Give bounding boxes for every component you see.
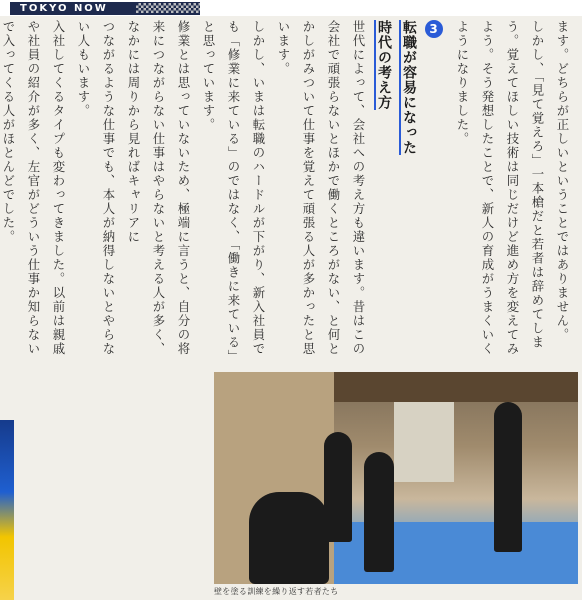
- paragraph-2: しかし、「見て覚えろ」一本槍だと若者は辞めてしまう。覚えてほしい技術は同じだけど進め方を変えてみよう。そう発想したことで、新人の育成がうまくいくようになりました。: [455, 20, 545, 356]
- photo-caption: 壁を塗る訓練を繰り返す若者たち: [214, 587, 339, 596]
- photo-doorway: [394, 402, 454, 482]
- checker-pattern-icon: [136, 3, 200, 13]
- paragraph-7: 入社してくるタイプも変わってきました。以前は親戚や社員の紹介が多く、左官がどういう仕事か知らないで入ってくる人がほとんどでした。: [1, 20, 66, 356]
- page-header: [0, 0, 582, 16]
- paragraph-3: 世代によって、会社への考え方も違います。昔はこの会社で頑張らないとほかで働くところがない、と何とかしがみついて仕事を覚えて頑張る人が多かったと思います。: [276, 20, 366, 356]
- heading-line1: 転職が容易になった: [401, 20, 417, 155]
- person-figure: [249, 492, 329, 584]
- paragraph-1: ます。どちらが正しいということではありません。: [555, 20, 570, 342]
- section-number-badge: 3: [425, 20, 443, 38]
- training-photo: [214, 372, 578, 584]
- decorative-color-strip: [0, 420, 14, 600]
- person-figure: [494, 402, 522, 552]
- article-body: [1, 20, 575, 365]
- section-title: TOKYO NOW: [20, 3, 108, 14]
- person-figure: [324, 432, 352, 542]
- section-heading: [371, 20, 450, 365]
- paragraph-4: しかし、いまは転職のハードルが下がり、新入社員でも「修業に来ている」のではなく、「働きに来ている」と思っています。: [201, 20, 266, 364]
- heading-line2: 時代の考え方: [376, 20, 392, 110]
- paragraph-6: つながるような仕事でも、本人が納得しないとやらない人もいます。: [76, 20, 116, 356]
- paragraph-5: 修業とは思っていないため、極端に言うと、自分の将来につながらない仕事はやらないと考える人が多く、なかには周りから見ればキャリアに: [126, 20, 191, 356]
- person-figure: [364, 452, 394, 572]
